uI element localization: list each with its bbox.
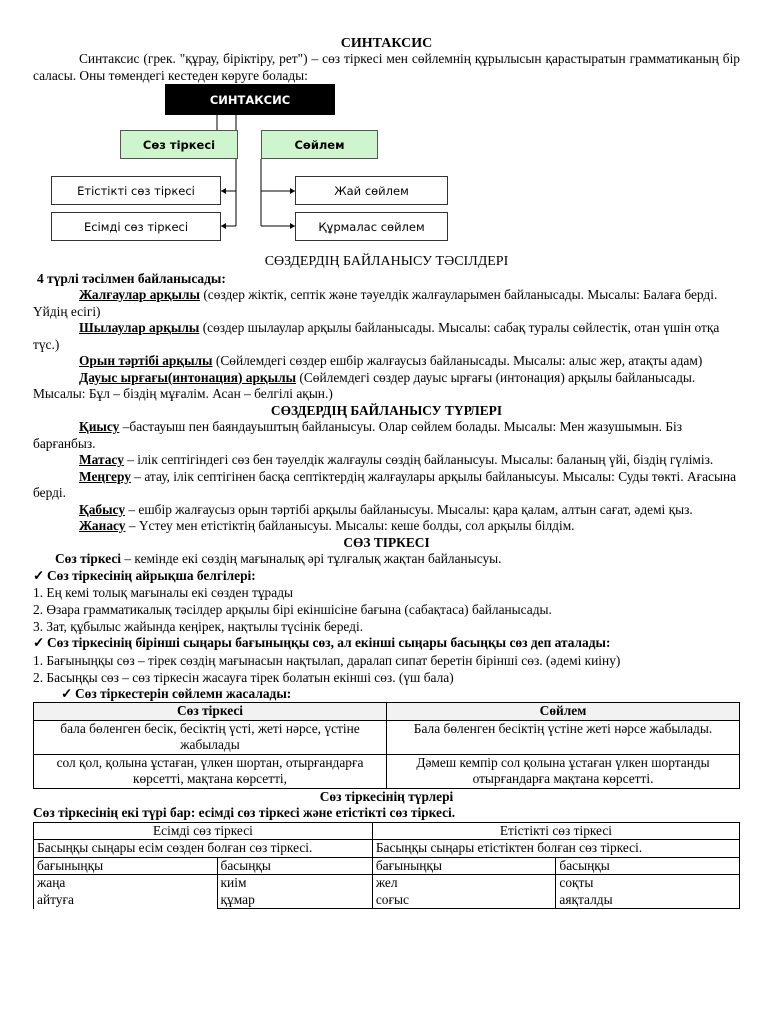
parts-list bbox=[33, 652, 740, 686]
table-cell: сол қол, қолына ұстаған, үлкен шортан, отырғандарға көрсетті, мақтана көрсетті, bbox=[34, 754, 387, 788]
definition-text: – кемінде екі сөздің мағыналық әрі тұлғалық жақтан байланысуы. bbox=[121, 551, 502, 566]
methods-subheading: 4 түрлі тәсілмен байланысады: bbox=[37, 270, 226, 286]
kinds-subheading: Сөз тіркесінің екі түрі бар: есімді сөз тіркесі және етістікті сөз тіркесі. bbox=[33, 805, 456, 820]
table-cell: Бала бөленген бесіктің үстіне жеті нәрсе жабылады. bbox=[387, 720, 740, 754]
document-page bbox=[33, 36, 740, 909]
table-row bbox=[34, 822, 740, 840]
method-item bbox=[33, 320, 740, 353]
type-item bbox=[33, 518, 740, 535]
checkmark-icon: ✓ bbox=[33, 635, 45, 650]
type-item bbox=[33, 419, 740, 452]
type-term: Меңгеру bbox=[79, 468, 131, 484]
diagram-sentence: Сөйлем bbox=[261, 130, 378, 159]
features-list bbox=[33, 584, 740, 635]
method-item bbox=[33, 353, 740, 370]
diagram-simple-sentence: Жай сөйлем bbox=[295, 176, 448, 205]
table-cell: жел соғыс bbox=[372, 875, 556, 909]
method-text: (сөздер жіктік, септік және тәуелдік жалғауларымен байланысады. Мысалы: Балаға берді. Үйдің есігі) bbox=[33, 287, 718, 319]
table-cell: Дәмеш кемпір сол қолына ұстаған үлкен шортанды отырғандарға мақтана көрсетті. bbox=[387, 754, 740, 788]
page-title: СИНТАКСИС bbox=[340, 36, 433, 51]
type-term: Жанасу bbox=[79, 518, 126, 533]
diagram-root-syntax: СИНТАКСИС bbox=[165, 84, 335, 115]
table-row bbox=[34, 754, 740, 788]
table-cell: бала бөленген бесік, бесіктің үсті, жеті нәрсе, үстіне жабылады bbox=[34, 720, 387, 754]
table-cell: киім құмар bbox=[217, 875, 372, 909]
method-text: (сөздер шылаулар арқылы байланысады. Мысалы: сабақ туралы сөйлестік, отан үшін отқа түс.) bbox=[33, 320, 720, 352]
table-row bbox=[34, 840, 740, 858]
method-item bbox=[33, 287, 740, 320]
method-text: (Сөйлемдегі сөздер дауыс ырғағы (интонация) арқылы байланысады. Мысалы: Бұл – біздің мұғалім. Асан – белгілі ақын.) bbox=[33, 369, 696, 401]
checkmark-icon: ✓ bbox=[33, 567, 45, 583]
phrase-definition bbox=[33, 551, 740, 568]
type-item bbox=[33, 469, 740, 502]
table-cell: Басыңқы сыңары есім сөзден болған сөз тіркесі. bbox=[34, 840, 373, 858]
diagram-verbal-phrase: Етістікті сөз тіркесі bbox=[51, 176, 221, 205]
table-cell: бағыныңқы bbox=[372, 857, 556, 875]
features-heading: ✓ Сөз тіркесінің айрықша белгілері: bbox=[33, 567, 256, 583]
intro-paragraph: Синтаксис (грек. "құрау, біріктіру, рет") – сөз тіркесі мен сөйлемнің құрылысын қарастыратын грамматиканың бір саласы. Оны төмендегі кестеден көруге болады: bbox=[33, 51, 740, 83]
list-item: 2. Өзара грамматикалық тәсілдер арқылы бірі екіншісіне бағына (сабақтаса) байланысады. bbox=[33, 602, 552, 617]
type-text: – атау, ілік септігінен басқа септіктердің жалғаулары арқылы байланысуы. Мысалы: Суды төкті. Ағасына берді. bbox=[33, 468, 737, 500]
table-cell: Етістікті сөз тіркесі bbox=[372, 822, 739, 840]
table-cell: соқты аяқталды bbox=[556, 875, 740, 909]
type-item bbox=[33, 452, 740, 469]
comparison-table bbox=[33, 702, 740, 789]
diagram-nominal-phrase: Есімді сөз тіркесі bbox=[51, 212, 221, 241]
types-heading: СӨЗДЕРДІҢ БАЙЛАНЫСУ ТҮРЛЕРІ bbox=[270, 402, 503, 418]
method-item bbox=[33, 370, 740, 403]
table-cell: жаңа айтуға bbox=[34, 875, 218, 909]
kinds-table bbox=[33, 822, 740, 910]
method-text: (Сөйлемдегі сөздер ешбір жалғаусыз байланысады. Мысалы: алыс жер, атақты адам) bbox=[212, 353, 703, 368]
list-item: 1. Ең кемі толық мағыналы екі сөзден тұрады bbox=[33, 585, 294, 600]
type-text: – Үстеу мен етістіктің байланысуы. Мысалы: кеше болды, сол арқылы білдім. bbox=[125, 518, 575, 533]
type-text: – ешбір жалғаусыз орын тәртібі арқылы байланысуы. Мысалы: қара қалам, алтын сағат, әдемі қыз. bbox=[125, 501, 693, 517]
diagram-word-combination: Сөз тіркесі bbox=[120, 130, 238, 159]
type-term: Матасу bbox=[79, 452, 124, 467]
table-header-row bbox=[34, 703, 740, 721]
list-item: 2. Басыңқы сөз – сөз тіркесін жасауға тірек болатын екінші сөз. (үш бала) bbox=[33, 669, 454, 685]
list-item: 3. Зат, құбылыс жайында кеңірек, нақтылы түсінік береді. bbox=[33, 619, 364, 634]
table-row bbox=[34, 875, 740, 909]
diagram-compound-sentence: Құрмалас сөйлем bbox=[295, 212, 448, 241]
table-cell: Есімді сөз тіркесі bbox=[34, 822, 373, 840]
methods-heading: СӨЗДЕРДІҢ БАЙЛАНЫСУ ТӘСІЛДЕРІ bbox=[264, 254, 509, 269]
sentence-heading: ✓ Сөз тіркестерін сөйлемн жасалады: bbox=[61, 685, 292, 701]
checkmark-icon: ✓ bbox=[61, 685, 73, 701]
method-term: Дауыс ырғағы(интонация) арқылы bbox=[79, 369, 297, 385]
syntax-diagram bbox=[33, 84, 740, 254]
table-row bbox=[34, 857, 740, 875]
type-text: – ілік септігіндегі сөз бен тәуелдік жалғаулы сөздің байланысуы. Мысалы: баланың үйі, біздің гүліміз. bbox=[123, 452, 714, 467]
table-header: Сөйлем bbox=[387, 703, 740, 721]
phrase-heading: СӨЗ ТІРКЕСІ bbox=[343, 534, 430, 550]
method-term: Жалғаулар арқылы bbox=[79, 287, 200, 302]
type-term: Қиысу bbox=[79, 419, 120, 434]
type-term: Қабысу bbox=[79, 501, 126, 517]
definition-term: Сөз тіркесі bbox=[55, 551, 121, 566]
table-cell: Басыңқы сыңары етістіктен болған сөз тіркесі. bbox=[372, 840, 739, 858]
method-term: Орын тәртібі арқылы bbox=[79, 353, 213, 368]
type-item bbox=[33, 502, 740, 519]
type-text: –бастауыш пен баяндауыштың байланысуы. Олар сөйлем болады. Мысалы: Мен жазушымын. Біз барғанбыз. bbox=[33, 419, 683, 451]
table-cell: басыңқы bbox=[217, 857, 372, 875]
list-item: 1. Бағыныңқы сөз – тірек сөздің мағынасын нақтылап, даралап сипат беретін бірінші сөз. (әдемі киіну) bbox=[33, 652, 621, 668]
table-row bbox=[34, 720, 740, 754]
table-cell: бағыныңқы bbox=[34, 857, 218, 875]
method-term: Шылаулар арқылы bbox=[79, 320, 200, 335]
table-header: Сөз тіркесі bbox=[34, 703, 387, 721]
kinds-heading: Сөз тіркесінің түрлері bbox=[319, 788, 454, 804]
table-cell: басыңқы bbox=[556, 857, 740, 875]
parts-heading: ✓ Сөз тіркесінің бірінші сыңары бағыныңқы сөз, ал екінші сыңары басыңқы сөз деп аталады: bbox=[33, 635, 611, 650]
